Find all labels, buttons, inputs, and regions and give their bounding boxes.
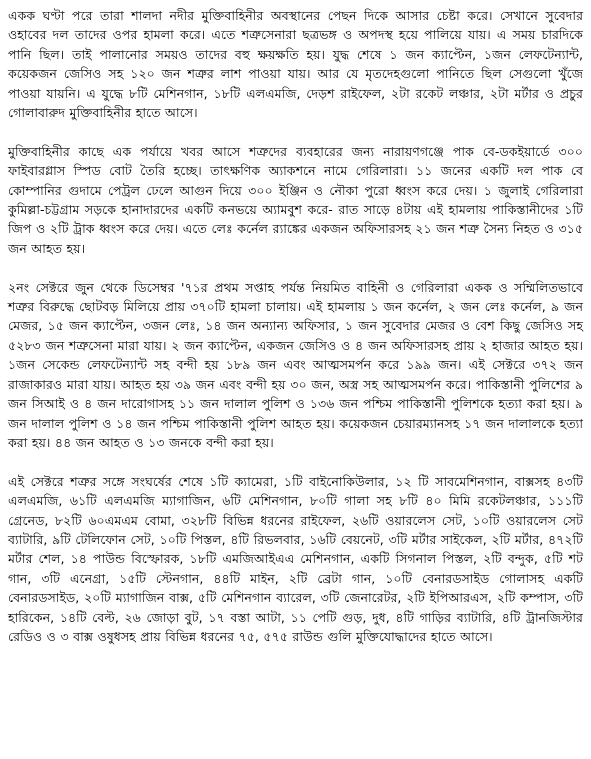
paragraph-captured-weapons: এই সেক্টরে শত্রুর সঙ্গে সংঘর্ষের শেষে ১টি ক্যামেরা, ১টি বাইনোকিউলার, ১২ টি সাবমেশিনগান, বাক্সসহ ৪৩টি এলএমজি, ৬১টি এলএমজি ম্যাগাজিন, ৬টি মেশিনগান, ৮০টি গালা সহ ৮টি ৪০ মিমি রকেটলঞ্চার, ১১১টি গ্রেনেড, ৮২টি ৬০এমএম বোমা, ৩২৮টি বিভিন্ন ধরনের রাইফেল, ২৬টি ওয়ারলেস সেট, ১০টি ওয়ারলেস সেট ব্যাটারি, ৯টি টেলিফোন সেট, ১০টি পিস্তল, ৪টি রিভলবার, ১৬টি বেয়নেট, ৩টি মর্টার সাইকেল, ২টি মর্টার, ৪৭২টি মর্টার শেল, ১৪ পাউন্ড বিস্ফোরক, ১৮টি এমজিআইএএ মেশিনগান, একটি সিগনাল পিস্তল, ২টি বন্দুক, ৫টি শট গান, ৩টি এনেগ্রা, ১৫টি স্টেনগান, ৪৪টি মাইন, ২টি ব্রেটা গান, ১০টি বেনারডসাইড গোলাসহ একটি বেনারডসাইড, ২০টি ম্যাগাজিন বাক্স, ৫টি মেশিনগান ব্যারেল, ৩টি জেনারেটর, ২টি ইপিআরএস, ২টি কম্পাস, ৩টি হারিকেন, ১৪টি বেল্ট, ২৬ জোড়া বুট, ১৭ বস্তা আটা, ১১ পেটি গুড়, দুধ, ৪টি গাড়ির ব্যাটারি, ৪টি ট্রানজিস্টার রেডিও ও ৩ বাক্স ওষুধসহ প্রায় বিভিন্ন ধরনের ৭৫, ৫৭৫ রাউন্ড গুলি মুক্তিযোদ্ধাদের হাতে আসে। bbox=[8, 473, 583, 644]
paragraph-shalda-river-battle: একক ঘণ্টা পরে তারা শালদা নদীর মুক্তিবাহিনীর অবস্থানের পেছন দিকে আসার চেষ্টা করে। সেখানে সুবেদার ওহাবের দল তাদের ওপর হামলা করে। এতে শত্রুসেনারা ছত্রভঙ্গ ও অপদস্থ হয়ে পালিয়ে যায়। এ সময় চারদিকে পানি ছিল। তাই পালানোর সময়ও তাদের বহু ক্ষয়ক্ষতি হয়। যুদ্ধ শেষে ১ জন ক্যাপ্টেন, ১জন লেফটেন্যান্ট, কয়েকজন জেসিও সহ ১২০ জন শত্রুর লাশ পাওয়া যায়। আর যে মৃতদেহগুলো পানিতে ছিল সেগুলো খুঁজে পাওয়া যায়নি। এ যুদ্ধে ৮টি মেশিনগান, ১৮টি এলএমজি, দেড়শ রাইফেল, ২টা রকেট লঞ্চার, ২টা মর্টার ও প্রচুর গোলাবারুদ মুক্তিবাহিনীর হাতে আসে। bbox=[8, 8, 583, 121]
paragraph-sector-2-casualties: ২নং সেক্টরে জুন থেকে ডিসেম্বর '৭১র প্রথম সপ্তাহ পর্যন্ত নিয়মিত বাহিনী ও গেরিলারা একক ও সম্মিলিতভাবে শত্রুর বিরুদ্ধে ছোটবড় মিলিয়ে প্রায় ৩৭০টি হামলা চালায়। এই হামলায় ১ জন কর্নেল, ২ জন লেঃ কর্নেল, ৯ জন মেজর, ১৫ জন ক্যাপ্টেন, ৩জন লেঃ, ১৪ জন অন্যান্য অফিসার, ১ জন সুবেদার মেজর ও বেশ কিছু জেসিও সহ ৫২৮৩ জন শত্রুসেনা মারা যায়। ২ জন ক্যাপ্টেন, একজন জেসিও ও ৪ জন অফিসারসহ প্রায় ২ হাজার আহত হয়। ১জন সেকেন্ড লেফটেন্যান্ট সহ বন্দী হয় ১৮৯ জন এবং আত্মসমর্পন করে ১৯৯ জন। এই সেক্টরে ৩৭২ জন রাজাকারও মারা যায়। আহত হয় ৩৯ জন এবং বন্দী হয় ৩০ জন, অস্ত্র সহ আত্মসমর্পন করে। পাকিস্তানী পুলিশের ৯ জন সিআই ও ৪ জন দারোগাসহ ১১ জন দালাল পুলিশ ও ১৩৬ জন পশ্চিম পাকিস্তানী পুলিশকে হত্যা করা হয়। ৯ জন দালাল পুলিশ ও ১৪ জন পশ্চিম পাকিস্তানী পুলিশ আহত হয়। কয়েকজন চেয়ারম্যানসহ ১৭ জন দালালকে হত্যা করা হয়। ৪৪ জন আহত ও ১৩ জনকে বন্দী করা হয়। bbox=[8, 279, 583, 450]
paragraph-speed-boat-attack: মুক্তিবাহিনীর কাছে এক পর্যায়ে খবর আসে শত্রুদের ব্যবহারের জন্য নারায়ণগঞ্জে পাক বে-ডকইয়ার্ডে ৩০০ ফাইবারগ্লাস স্পিড বোট তৈরি হচ্ছে। তাৎক্ষণিক অ্যাকশনে নামে গেরিলারা। ১১ জনের একটি দল পাক বে কোম্পানির গুদামে পেট্রল ঢেলে আগুন দিয়ে ৩০০ ইঞ্জিন ও নৌকা পুরো ধ্বংস করে দেয়। ১ জুলাই গেরিলারা কুমিল্লা-চট্টগ্রাম সড়কে হানাদারদের একটি কনভয়ে অ্যামবুশ করে- রাত সাড়ে ৪টায় এই হামলায় পাকিস্তানীদের ১টি জিপ ও ২টি ট্রাক ধ্বংস করে দেয়। এতে লেঃ কর্নেল র‍্যাঙ্কের একজন অফিসারসহ ২১ জন শত্রু সৈন্য নিহত ও ৩১৫ জন আহত হয়। bbox=[8, 143, 583, 256]
